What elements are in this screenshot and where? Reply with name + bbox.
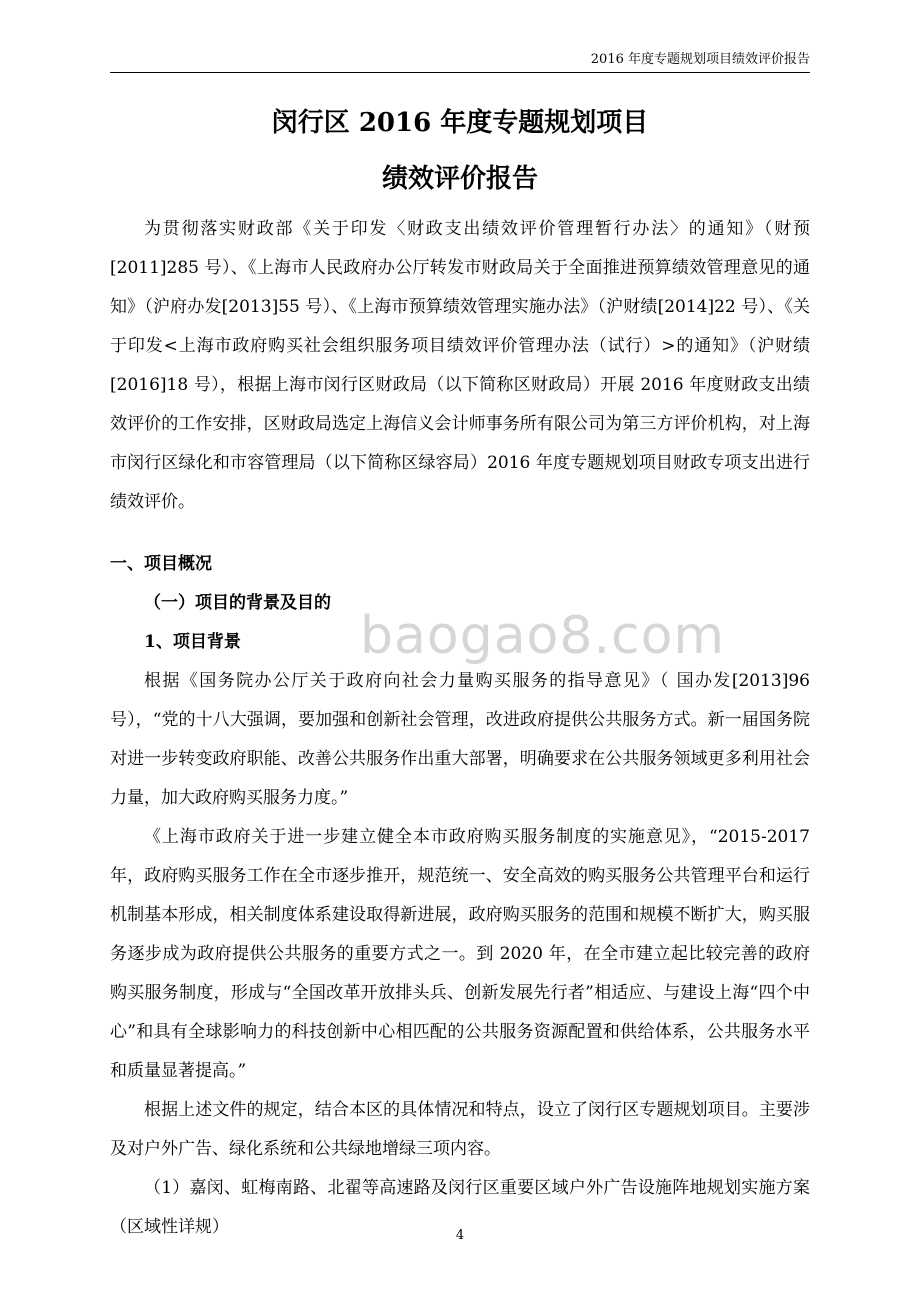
watermark: baogao8.com <box>360 606 726 666</box>
report-title-line2: 绩效评价报告 <box>381 164 538 194</box>
report-title-line1: 闵行区 2016 年度专题规划项目 <box>271 108 649 138</box>
section-gap <box>110 522 810 545</box>
running-header: 2016 年度专题规划项目绩效评价报告 <box>590 52 810 67</box>
background-paragraph-1: 根据《国务院办公厅关于政府向社会力量购买服务的指导意见》（ 国办发[2013]96 号），“党的十八大强调，要加强和创新社会管理，改进政府提供公共服务方式。新一届国务院对进一步转变政府职能、改善公共服务作出重大部署，明确要求在公共服务领域更多利用社会力量，加大政府购买服务力度。” <box>110 671 810 808</box>
background-paragraph-4: （1）嘉闵、虹梅南路、北翟等高速路及闵行区重要区域户外广告设施阵地规划实施方案（区域性详规） <box>110 1178 810 1237</box>
section-heading: 一、项目概况 <box>110 554 212 574</box>
subsection-heading: （一）项目的背景及目的 <box>144 593 331 613</box>
intro-paragraph: 为贯彻落实财政部《关于印发〈财政支出绩效评价管理暂行办法〉的通知》（财预[2011]285 号）、《上海市人民政府办公厅转发市财政局关于全面推进预算绩效管理意见的通知》（沪府办发[2013]55 号）、《上海市预算绩效管理实施办法》（沪财绩[2014]22 号）、《关于印发<上海市政府购买社会组织服务项目绩效评价管理办法（试行）>的通知》（沪财绩[2016]18 号），根据上海市闵行区财政局（以下简称区财政局）开展 2016 年度财政支出绩效评价的工作安排，区财政局选定上海信义会计师事务所有限公司为第三方评价机构，对上海市闵行区绿化和市容管理局（以下简称区绿容局）2016 年度专题规划项目财政专项支出进行绩效评价。 <box>110 219 810 512</box>
background-paragraph-3: 根据上述文件的规定，结合本区的具体情况和特点，设立了闵行区专题规划项目。主要涉及对户外广告、绿化系统和公共绿地增绿三项内容。 <box>110 1100 810 1159</box>
background-paragraph-2: 《上海市政府关于进一步建立健全本市政府购买服务制度的实施意见》，“2015-2017 年，政府购买服务工作在全市逐步推开，规范统一、安全高效的购买服务公共管理平台和运行机制基本形成，相关制度体系建设取得新进展，政府购买服务的范围和规模不断扩大，购买服务逐步成为政府提供公共服务的重要方式之一。到 2020 年，在全市建立起比较完善的政府购买服务制度，形成与“全国改革开放排头兵、创新发展先行者”相适应、与建设上海“四个中心”和具有全球影响力的科技创新中心相匹配的公共服务资源配置和供给体系，公共服务水平和质量显著提高。” <box>110 827 810 1081</box>
header-rule <box>110 72 810 73</box>
subsubsection-heading: 1、项目背景 <box>144 632 241 652</box>
page-number: 4 <box>455 1228 465 1243</box>
report-body <box>110 210 810 1247</box>
